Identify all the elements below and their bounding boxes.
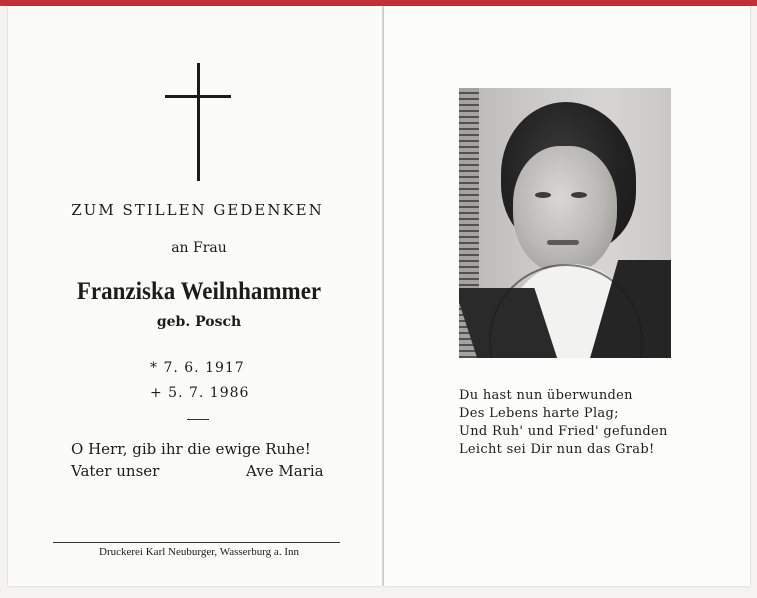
portrait-mouth [547,240,579,245]
portrait-face [513,146,617,274]
cross-horizontal-bar [165,95,231,98]
poem-line-3: Und Ruh' und Fried' gefunden [459,424,668,439]
birth-date: * 7. 6. 1917 [150,360,245,376]
portrait-photo [459,88,671,358]
prayer-ave-maria: Ave Maria [246,462,324,480]
poem-line-1: Du hast nun überwunden [459,388,633,403]
death-date: + 5. 7. 1986 [150,385,250,401]
deceased-name: Franziska Weilnhammer [76,278,322,305]
prayer-line: O Herr, gib ihr die ewige Ruhe! [71,440,311,458]
printer-credit: Druckerei Karl Neuburger, Wasserburg a. Inn [99,546,299,558]
salutation: an Frau [171,240,227,256]
maiden-name: geb. Posch [156,314,242,330]
memorial-heading: ZUM STILLEN GEDENKEN [71,201,324,219]
portrait-eye-left [535,192,551,198]
divider-dash [187,419,209,420]
prayer-vater-unser: Vater unser [71,462,160,480]
portrait-eye-right [571,192,587,198]
poem-line-4: Leicht sei Dir nun das Grab! [459,442,655,457]
printer-rule [53,542,340,543]
poem-line-2: Des Lebens harte Plag; [459,406,619,421]
cross-icon [165,63,231,181]
cross-vertical-bar [197,63,200,181]
